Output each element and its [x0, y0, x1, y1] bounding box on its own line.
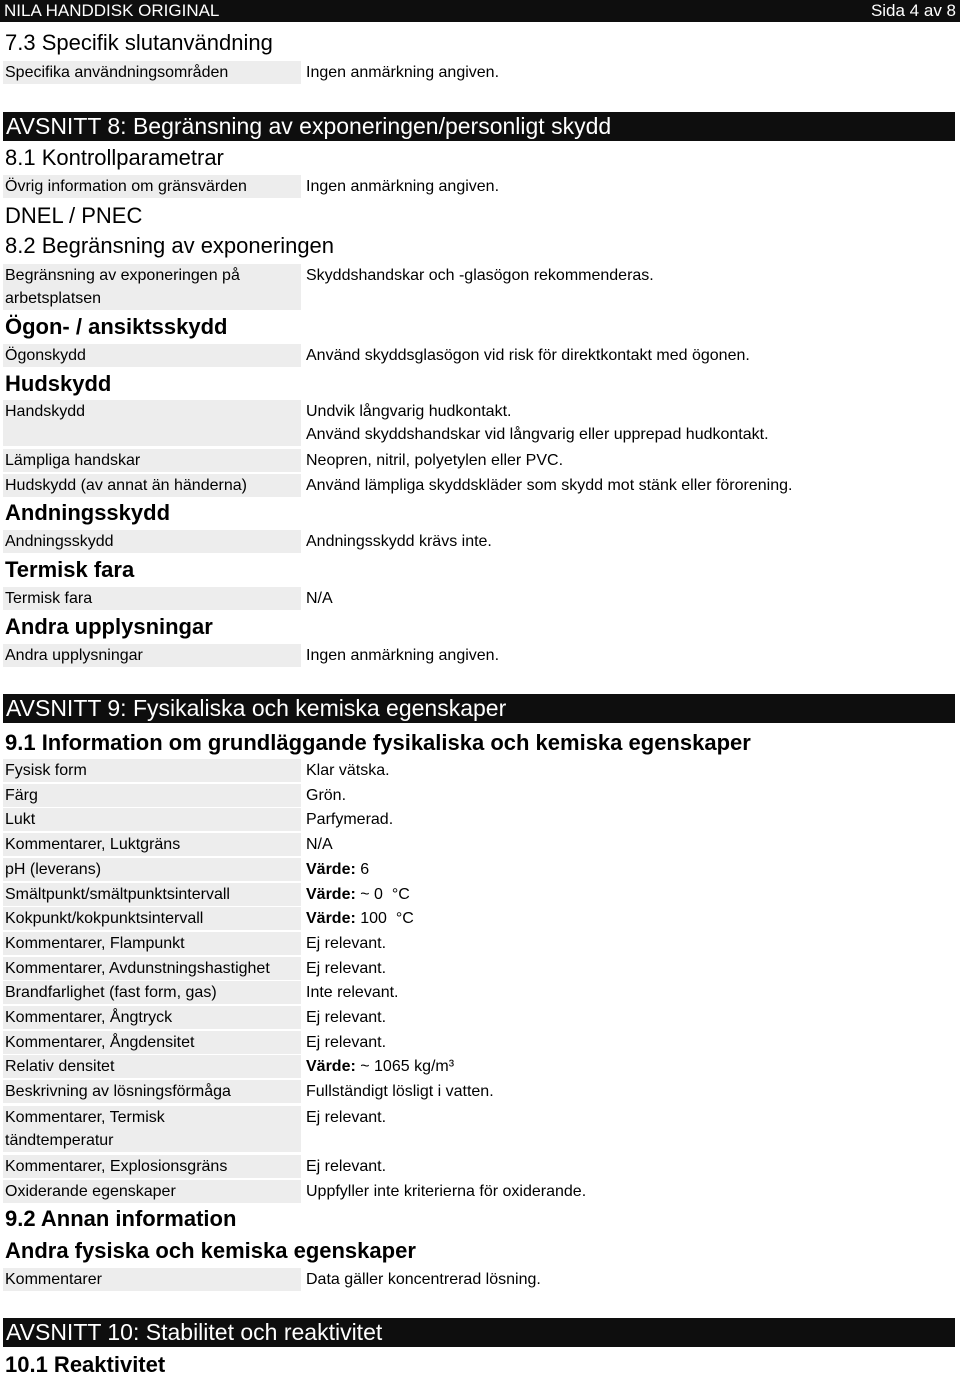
property-value: Grön. [306, 787, 347, 804]
row-label: Kommentarer [3, 1268, 301, 1291]
property-value: Ej relevant. [306, 1034, 387, 1051]
page-number: Sida 4 av 8 [870, 1, 956, 20]
row-value: Ingen anmärkning angiven. [306, 64, 500, 81]
section-10-title: AVSNITT 10: Stabilitet och reaktivitet [3, 1318, 955, 1347]
property-label: Kommentarer, Ångdensitet [3, 1031, 301, 1054]
document-header [0, 0, 960, 22]
property-value: N/A [306, 836, 333, 853]
property-value [306, 858, 369, 881]
value-prefix: Värde: [306, 861, 356, 878]
other-information-heading: Andra upplysningar [5, 614, 213, 639]
property-label: Kommentarer, Luktgräns [3, 833, 301, 856]
property-value: Klar vätska. [306, 762, 390, 779]
property-value: Inte relevant. [306, 984, 399, 1001]
property-label: Brandfarlighet (fast form, gas) [3, 981, 301, 1004]
subsection-10-1-title: 10.1 Reaktivitet [5, 1352, 166, 1377]
property-label: Smältpunkt/smältpunktsintervall [3, 883, 301, 906]
property-label: Färg [3, 784, 301, 807]
eye-protection-heading: Ögon- / ansiktsskydd [5, 314, 228, 339]
row-value: Ej relevant. [306, 1158, 387, 1175]
property-label: Lukt [3, 808, 301, 831]
row-label: Övrig information om gränsvärden [3, 175, 301, 198]
label-line: Kommentarer, Termisk [5, 1109, 165, 1126]
row-label: Lämpliga handskar [3, 449, 301, 472]
other-properties-heading: Andra fysiska och kemiska egenskaper [5, 1238, 416, 1263]
row-value: Ingen anmärkning angiven. [306, 178, 500, 195]
value-prefix: Värde: [306, 886, 356, 903]
row-label: Handskydd [3, 400, 301, 446]
label-line: arbetsplatsen [5, 290, 102, 307]
row-value: N/A [306, 590, 333, 607]
label-line: tändtemperatur [5, 1132, 114, 1149]
subsection-8-1-title: 8.1 Kontrollparametrar [5, 145, 224, 170]
row-label: Andningsskydd [3, 530, 301, 553]
value-prefix: Värde: [306, 1058, 356, 1075]
property-value: Ej relevant. [306, 935, 387, 952]
row-value: Använd lämpliga skyddskläder som skydd mot stänk eller förorening. [306, 477, 793, 494]
property-label: Fysisk form [3, 759, 301, 782]
label-line: Begränsning av exponeringen på [5, 267, 240, 284]
subsection-9-1-title: 9.1 Information om grundläggande fysikaliska och kemiska egenskaper [5, 730, 751, 755]
value-number: ~ 1065 kg/m³ [355, 1058, 455, 1075]
skin-protection-heading: Hudskydd [5, 371, 112, 396]
thermal-hazard-heading: Termisk fara [5, 557, 135, 582]
row-label: Termisk fara [3, 587, 301, 610]
row-value: Data gäller koncentrerad lösning. [306, 1271, 541, 1288]
value-number: ~ 0 °C [355, 886, 410, 903]
section-8-title: AVSNITT 8: Begränsning av exponeringen/personligt skydd [3, 112, 955, 141]
row-value: Ingen anmärkning angiven. [306, 647, 500, 664]
row-label: Andra upplysningar [3, 644, 301, 667]
property-value: Parfymerad. [306, 811, 394, 828]
property-label: Kommentarer, Avdunstningshastighet [3, 957, 301, 980]
value-number: 6 [355, 861, 370, 878]
property-label: pH (leverans) [3, 858, 301, 881]
property-label: Relativ densitet [3, 1055, 301, 1078]
row-value: Ej relevant. [306, 1109, 387, 1126]
value-line: Undvik långvarig hudkontakt. [306, 403, 512, 420]
section-9-title: AVSNITT 9: Fysikaliska och kemiska egenskaper [3, 694, 955, 723]
property-value: Ej relevant. [306, 960, 387, 977]
value-number: 100 °C [355, 910, 414, 927]
property-value: Ej relevant. [306, 1009, 387, 1026]
row-value: Använd skyddsglasögon vid risk för direktkontakt med ögonen. [306, 347, 750, 364]
document-title: NILA HANDDISK ORIGINAL [4, 1, 220, 20]
value-line: Använd skyddshandskar vid långvarig eller upprepad hudkontakt. [306, 426, 769, 443]
property-value: Fullständigt lösligt i vatten. [306, 1083, 494, 1100]
row-label: Kommentarer, Explosionsgräns [3, 1155, 301, 1178]
subsection-8-2-title: 8.2 Begränsning av exponeringen [5, 233, 335, 258]
row-label: Specifika användningsområden [3, 61, 301, 84]
row-label: Hudskydd (av annat än händerna) [3, 474, 301, 497]
row-value: Andningsskydd krävs inte. [306, 533, 492, 550]
respiratory-protection-heading: Andningsskydd [5, 500, 171, 525]
value-prefix: Värde: [306, 910, 356, 927]
property-label: Kommentarer, Flampunkt [3, 932, 301, 955]
property-value [306, 907, 414, 930]
row-value: Skyddshandskar och -glasögon rekommenderas. [306, 267, 654, 284]
subsection-7-3-title: 7.3 Specifik slutanvändning [5, 30, 273, 55]
property-label: Kokpunkt/kokpunktsintervall [3, 907, 301, 930]
row-value: Neopren, nitril, polyetylen eller PVC. [306, 452, 564, 469]
row-label: Oxiderande egenskaper [3, 1180, 301, 1203]
row-value-multiline [306, 400, 769, 446]
property-value [306, 1055, 454, 1078]
row-value: Uppfyller inte kriterierna för oxiderande. [306, 1183, 587, 1200]
property-label: Kommentarer, Ångtryck [3, 1006, 301, 1029]
row-label-multiline [3, 1106, 301, 1152]
row-label: Ögonskydd [3, 344, 301, 367]
row-label-multiline [3, 264, 301, 310]
subsection-9-2-title: 9.2 Annan information [5, 1206, 237, 1231]
property-value [306, 883, 410, 906]
dnel-pnec-heading: DNEL / PNEC [5, 203, 143, 228]
property-label: Beskrivning av lösningsförmåga [3, 1080, 301, 1103]
